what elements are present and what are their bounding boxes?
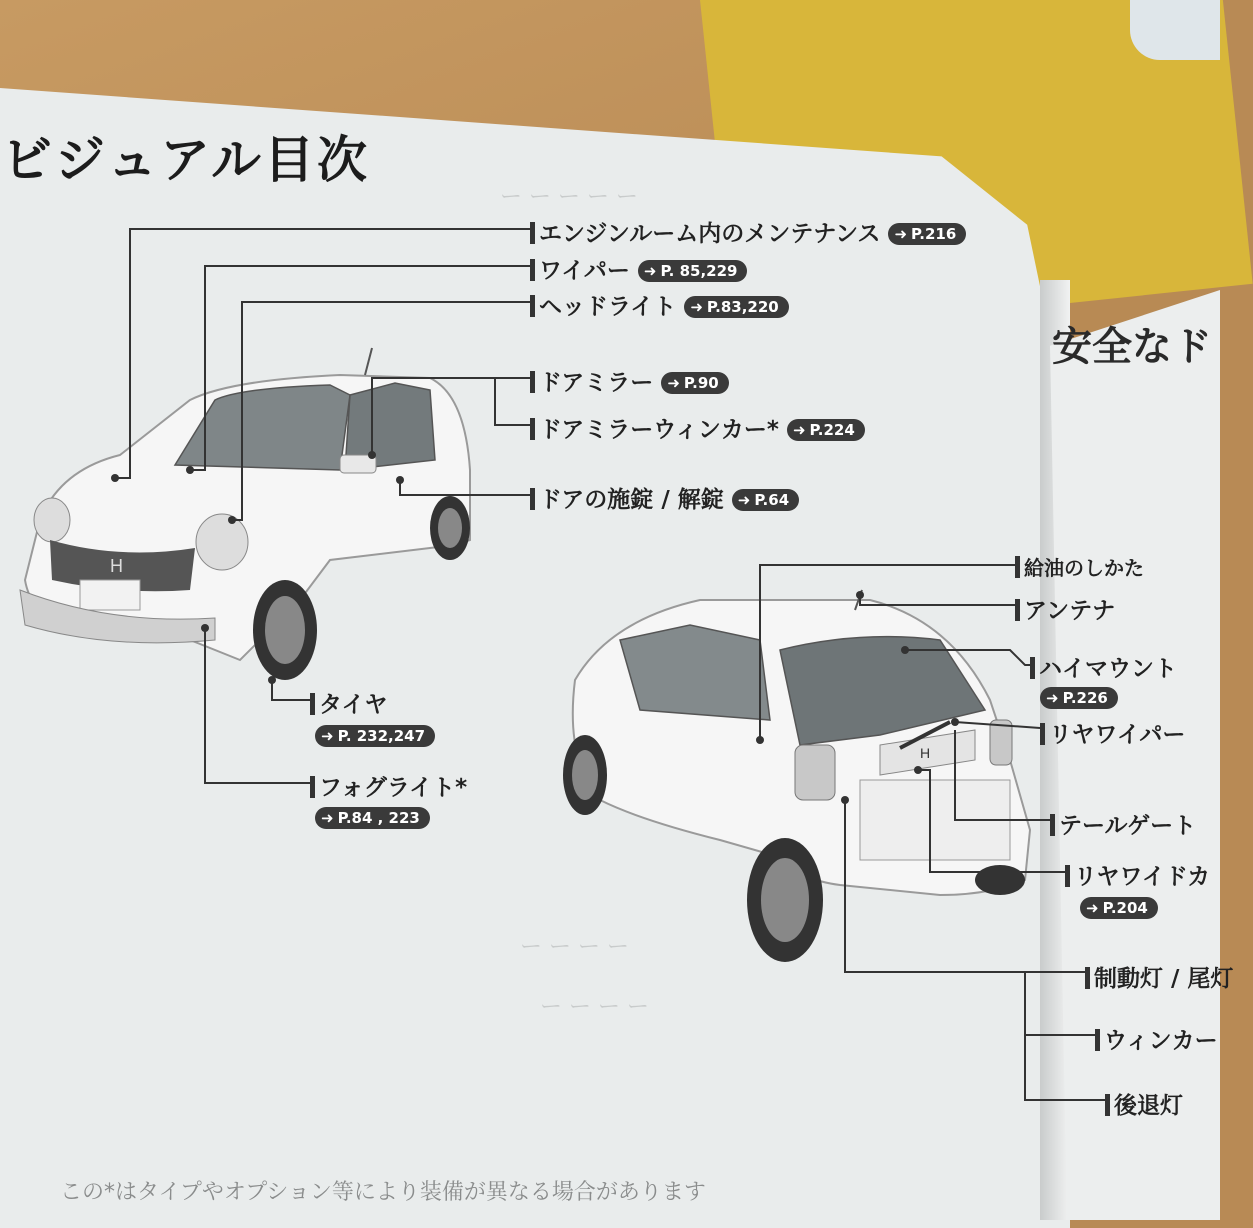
label-door-mirror: ドアミラー ➜ P.90: [530, 364, 729, 397]
page-ref-badge[interactable]: ➜ P.90: [661, 372, 728, 394]
label-backup-light: 後退灯: [1105, 1087, 1183, 1120]
label-rear-wide-ref: [1080, 895, 1158, 921]
footer-note: この*はタイプやオプション等により装備が異なる場合があります: [60, 1180, 706, 1205]
ghost-text: ー ー ー ー: [520, 935, 629, 960]
rear-emblem: H: [920, 745, 931, 761]
label-tire: タイヤ: [310, 686, 388, 719]
arrow-icon: ➜: [737, 491, 751, 509]
page-ref-badge[interactable]: ➜ P. 232,247: [315, 725, 435, 747]
right-page-title: 安全なド: [1052, 324, 1212, 370]
label-headlight: ヘッドライト ➜ P.83,220: [530, 288, 789, 321]
label-rear-wiper: リヤワイパー: [1040, 716, 1185, 749]
arrow-icon: ➜: [321, 727, 334, 745]
page-ref-badge[interactable]: ➜ P.224: [787, 419, 865, 441]
page-ref-badge[interactable]: ➜ P.83,220: [684, 296, 788, 318]
front-car-illustration: [20, 348, 470, 680]
emblem: H: [110, 556, 123, 576]
label-fog-light: フォグライト*: [310, 769, 467, 802]
label-wiper: ワイパー ➜ P. 85,229: [530, 252, 747, 285]
page-ref-badge[interactable]: ➜ P.84 , 223: [315, 807, 430, 829]
label-high-mount-ref: [1040, 685, 1118, 711]
label-rear-wide: リヤワイドカ: [1065, 858, 1210, 891]
arrow-icon: ➜: [667, 374, 680, 392]
arrow-icon: ➜: [321, 809, 334, 827]
label-antenna: アンテナ: [1015, 592, 1115, 625]
page-ref-badge[interactable]: ➜ P.216: [888, 223, 966, 245]
arrow-icon: ➜: [690, 298, 703, 316]
page-title: ビジュアル目次: [2, 131, 370, 189]
label-fog-light-ref: [315, 805, 430, 831]
page-ref-badge[interactable]: ➜ P.204: [1080, 897, 1158, 919]
label-winker: ウィンカー: [1095, 1022, 1218, 1055]
label-door-lock: ドアの施錠 / 解錠 ➜ P.64: [530, 481, 799, 514]
arrow-icon: ➜: [1046, 689, 1059, 707]
arrow-icon: ➜: [643, 262, 657, 280]
page-ref-badge[interactable]: ➜ P. 85,229: [638, 260, 748, 282]
label-tire-ref: [315, 723, 435, 749]
arrow-icon: ➜: [894, 225, 908, 243]
ghost-text: ー ー ー ー: [540, 995, 649, 1020]
label-brake-light: 制動灯 / 尾灯: [1085, 960, 1233, 993]
arrow-icon: ➜: [1086, 899, 1099, 917]
page-ref-badge[interactable]: ➜ P.64: [732, 489, 799, 511]
ghost-text: ー ー ー ー ー: [500, 185, 638, 210]
arrow-icon: ➜: [792, 421, 806, 439]
rear-car-illustration: [563, 590, 1030, 962]
label-door-mirror-winker: ドアミラーウィンカー* ➜ P.224: [530, 411, 865, 444]
label-tailgate: テールゲート: [1050, 807, 1196, 840]
label-engine-room: エンジンルーム内のメンテナンス ➜ P.216: [530, 215, 966, 248]
label-refuel: 給油のしかた: [1015, 552, 1144, 581]
page-ref-badge[interactable]: ➜ P.226: [1040, 687, 1118, 709]
label-high-mount: ハイマウント: [1030, 650, 1177, 683]
